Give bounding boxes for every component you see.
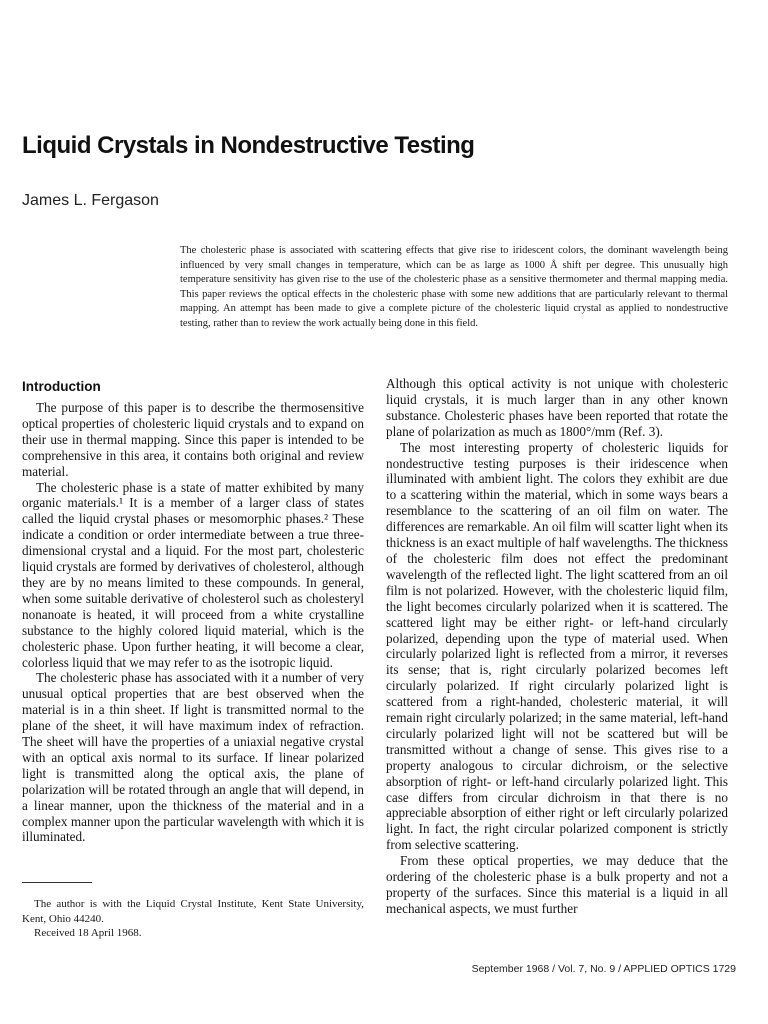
body-paragraph: The cholesteric phase has associated with it a number of very unusual optical properties that are best observed when the material is in a thin sheet. If light is transmitted normal to the plane of the sheet, it will have maximum index of refraction. The sheet will have the properties of a uniaxial negative crystal with an optical axis normal to its surface. If linear polarized light is transmitted along the optical axis, the plane of polarization will be rotated through an angle that will depend, in a linear manner, upon the thickness of the material and in a complex manner upon the particular wavelength with which it is illuminated.: [22, 670, 364, 845]
article-title: Liquid Crystals in Nondestructive Testing: [22, 132, 475, 159]
section-heading-introduction: Introduction: [22, 379, 101, 394]
left-column: [22, 374, 364, 845]
footnote-divider: [22, 882, 92, 883]
abstract: The cholesteric phase is associated with scattering effects that give rise to iridescent colors, the dominant wavelength being influenced by very small changes in temperature, which can be as large as 1000 Å shift per degree. This unusually high temperature sensitivity has given rise to the use of the cholesteric phase as a sensitive thermometer and thermal mapping media. This paper reviews the optical effects in the cholesteric phase with some new additions that are particularly relevant to thermal mapping. An attempt has been made to give a complete picture of the cholesteric liquid crystal as applied to nondestructive testing, rather than to review the work actually being done in this field.: [180, 245, 728, 329]
body-paragraph: Although this optical activity is not unique with cholesteric liquid crystals, it is much larger than in any other known substance. Cholesteric phases have been reported that rotate the plane of polarization as much as 1800°/mm (Ref. 3).: [386, 376, 728, 439]
right-column: [386, 376, 728, 917]
running-footer: September 1968 / Vol. 7, No. 9 / APPLIED OPTICS 1729: [471, 963, 736, 975]
footnote-affiliation: The author is with the Liquid Crystal Institute, Kent State University, Kent, Ohio 44240.: [22, 898, 364, 925]
footnote-received-date: Received 18 April 1968.: [34, 927, 142, 939]
body-paragraph: From these optical properties, we may deduce that the ordering of the cholesteric phase is a bulk property and not a property of the surfaces. Since this material is a liquid in all mechanical aspects, we must further: [386, 853, 728, 916]
body-paragraph: The most interesting property of cholesteric liquids for nondestructive testing purposes is their iridescence when illuminated with ambient light. The colors they exhibit are due to a scattering within the material, which in some ways bears a resemblance to the scattering of an oil film on water. The differences are remarkable. An oil film will scatter light when its thickness is an exact multiple of half wavelengths. The thickness of the cholesteric film does not effect the predominant wavelength of the reflected light. The light scattered from an oil film is not polarized. However, with the cholesteric liquid film, the light becomes circularly polarized when it is scattered. The scattered light may be either right- or left-hand circularly polarized, depending upon the type of material used. When circularly polarized light is reflected from a mirror, it reverses its sense; that is, right circularly polarized becomes left circularly polarized. If right circularly polarized light is scattered from a right-handed, cholesteric material, it will remain right circularly polarized; in the same material, left-hand circularly polarized light will not be scattered but will be transmitted without a change of sense. This gives rise to a property analogous to circular dichroism, or the selective absorption of right- or left-hand circularly polarized light. This case differs from circular dichroism in that there is no appreciable absorption of either right or left circularly polarized light. In fact, the right circular polarized component is strictly from selective scattering.: [386, 439, 728, 853]
author-name: James L. Fergason: [22, 192, 159, 209]
body-paragraph: The purpose of this paper is to describe the thermosensitive optical properties of cholesteric liquid crystals and to expand on their use in thermal mapping. Since this paper is intended to be comprehensive in this area, it contains both original and review material.: [22, 400, 364, 479]
body-paragraph: The cholesteric phase is a state of matter exhibited by many organic materials.¹ It is a member of a larger class of states called the liquid crystal phases or mesomorphic phases.² These indicate a condition or order intermediate between a true three-dimensional crystal and a liquid. For the most part, cholesteric liquid crystals are formed by derivatives of cholesterol, although they are by no means limited to these compounds. In general, when some suitable derivative of cholesterol such as cholesteryl nonanoate is heated, it will proceed from a white crystalline substance to the highly colored liquid material, which is the cholesteric phase. Upon further heating, it will become a clear, colorless liquid that we may refer to as the isotropic liquid.: [22, 479, 364, 670]
footnotes: [22, 897, 364, 941]
